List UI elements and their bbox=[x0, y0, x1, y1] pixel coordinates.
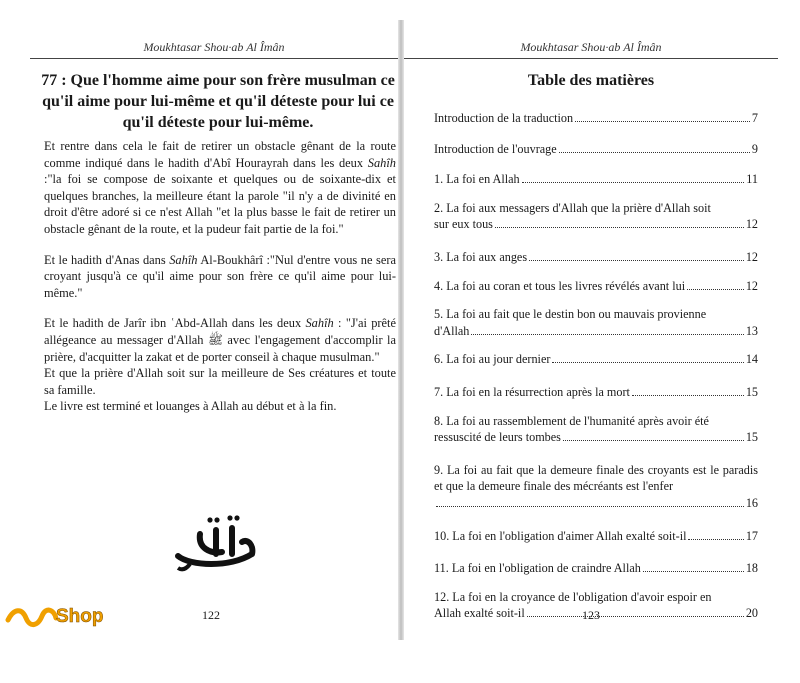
arabic-calligraphy-tammat bbox=[170, 508, 260, 578]
toc-entry[interactable] bbox=[434, 278, 758, 295]
toc-entry-title-line: 8. La foi au rassemblement de l'humanité après avoir été bbox=[434, 413, 709, 428]
toc-page-number: 12 bbox=[745, 217, 758, 232]
toc-page-number: 18 bbox=[745, 561, 758, 576]
toc-entry-title: d'Allah bbox=[434, 323, 470, 338]
toc-entry-title-line: 12. La foi en la croyance de l'obligation d'avoir espoir en bbox=[434, 589, 712, 604]
toc-entry-title: 7. La foi en la résurrection après la mort bbox=[434, 384, 630, 399]
toc-page-number: 7 bbox=[751, 111, 758, 125]
toc-entry-title: 4. La foi au coran et tous les livres révélés avant lui bbox=[434, 278, 686, 293]
running-head: Moukhtasar Shou·ab Al Îmân bbox=[143, 40, 285, 54]
toc-page-number: 9 bbox=[751, 141, 758, 156]
toc-leader-dots bbox=[527, 615, 744, 617]
toc-entry-title: 3. La foi aux anges bbox=[434, 249, 528, 264]
toc-leader-dots bbox=[495, 226, 744, 228]
toc-page-number: 17 bbox=[745, 528, 758, 543]
toc-entry-title: Introduction de la traduction bbox=[434, 111, 574, 125]
toc-entry[interactable] bbox=[434, 528, 758, 545]
toc-entry[interactable] bbox=[434, 306, 758, 339]
toc-title: Table des matières bbox=[527, 72, 655, 89]
toc-leader-dots bbox=[563, 439, 744, 441]
toc-page-number: 15 bbox=[745, 430, 758, 445]
toc-entry-title-line: 9. La foi au fait que la demeure finale des croyants est le paradis et que la demeure finale des mécréants est l'enfer bbox=[434, 462, 758, 494]
paragraph: Et que la prière d'Allah soit sur la meilleure de Ses créatures et toute sa famille. bbox=[44, 366, 396, 397]
toc-leader-dots bbox=[529, 259, 744, 261]
toc-page-number: 13 bbox=[745, 323, 758, 338]
toc-entry[interactable] bbox=[434, 249, 758, 266]
toc-entry[interactable] bbox=[434, 141, 758, 158]
toc-leader-dots bbox=[643, 570, 744, 572]
toc-entry[interactable] bbox=[434, 384, 758, 401]
toc-leader-dots bbox=[522, 181, 745, 183]
toc-leader-dots bbox=[552, 361, 743, 363]
toc-page-number: 20 bbox=[745, 606, 758, 621]
chapter-title: 77 : Que l'homme aime pour son frère musulman ce qu'il aime pour lui-même et qu'il déteste pour lui ce qu'il déteste pour lui-même. bbox=[41, 72, 395, 131]
toc-leader-dots bbox=[688, 538, 743, 540]
toc-entry-title: Introduction de l'ouvrage bbox=[434, 141, 557, 156]
paragraph: Et le hadith d'Anas dans Sahîh Al-Boukhârî :"Nul d'entre vous ne sera croyant jusqu'à ce qu'il aime pour son frère ce qu'il aime pour lui-même." bbox=[44, 252, 396, 300]
right-page bbox=[404, 30, 778, 630]
toc-entry-title: 10. La foi en l'obligation d'aimer Allah exalté soit-il bbox=[434, 528, 687, 543]
toc-entry-title: Allah exalté soit-il bbox=[434, 606, 525, 621]
shop-logo bbox=[4, 600, 144, 640]
toc-entry-title: sur eux tous bbox=[434, 217, 493, 232]
toc-entry[interactable] bbox=[434, 110, 758, 127]
toc-entry-title: ressuscité de leurs tombes bbox=[434, 430, 561, 445]
paragraph: Et rentre dans cela le fait de retirer un obstacle gênant de la route comme indiqué dans le hadith d'Abî Hourayrah dans les deux Sahîh :"la foi se compose de soixante et quelques ou de soixante-dix et quelques branches, la meilleure étant la parole "il n'y a de divinité en droit d'être adoré si ce n'est Allah "et la plus basse le fait de retirer un obstacle gênant de la route, et la pudeur fait partie de la foi." bbox=[44, 139, 396, 236]
toc-entry-title-line: 5. La foi au fait que le destin bon ou mauvais provienne bbox=[434, 307, 707, 322]
running-head: Moukhtasar Shou·ab Al Îmân bbox=[520, 40, 662, 54]
toc-entry-title: 1. La foi en Allah bbox=[434, 172, 520, 187]
toc-leader-dots bbox=[559, 151, 750, 153]
logo-swoosh-icon bbox=[4, 600, 58, 636]
toc-leader-dots bbox=[436, 505, 744, 507]
page-number: 122 bbox=[202, 608, 220, 622]
toc-leader-dots bbox=[687, 288, 744, 290]
toc-page-number: 11 bbox=[746, 172, 758, 187]
toc-entry[interactable] bbox=[434, 413, 758, 446]
logo-text: Shop bbox=[56, 606, 104, 627]
toc-entry[interactable] bbox=[434, 462, 758, 512]
paragraph: Le livre est terminé et louanges à Allah au début et à la fin. bbox=[44, 399, 337, 414]
header-rule bbox=[404, 58, 778, 59]
toc-page-number: 15 bbox=[745, 384, 758, 399]
toc-page-number: 14 bbox=[745, 352, 758, 367]
toc-entry-title: 11. La foi en l'obligation de craindre Allah bbox=[434, 561, 641, 576]
toc-entry[interactable] bbox=[434, 560, 758, 577]
page-number: 123 bbox=[582, 608, 600, 622]
toc-leader-dots bbox=[471, 333, 743, 335]
toc-entry[interactable] bbox=[434, 171, 758, 188]
toc-leader-dots bbox=[575, 120, 750, 122]
toc-page-number: 12 bbox=[745, 249, 758, 264]
table-of-contents bbox=[434, 110, 758, 622]
toc-page-number: 12 bbox=[745, 278, 758, 293]
left-page bbox=[30, 30, 398, 630]
toc-leader-dots bbox=[632, 394, 744, 396]
chapter-body bbox=[44, 138, 396, 415]
toc-page-number: 16 bbox=[745, 495, 758, 510]
toc-entry[interactable] bbox=[434, 200, 758, 233]
header-rule bbox=[30, 58, 398, 59]
toc-entry-title: 6. La foi au jour dernier bbox=[434, 352, 551, 367]
toc-entry-title-line: 2. La foi aux messagers d'Allah que la prière d'Allah soit bbox=[434, 200, 711, 215]
paragraph: Et le hadith de Jarîr ibn ʿAbd-Allah dans les deux Sahîh : "J'ai prêté allégeance au messager d'Allah ﷺ avec l'engagement d'accomplir la prière, d'acquitter la zakat et de porter conseil à chaque musulman." bbox=[44, 316, 397, 364]
toc-entry[interactable] bbox=[434, 351, 758, 368]
